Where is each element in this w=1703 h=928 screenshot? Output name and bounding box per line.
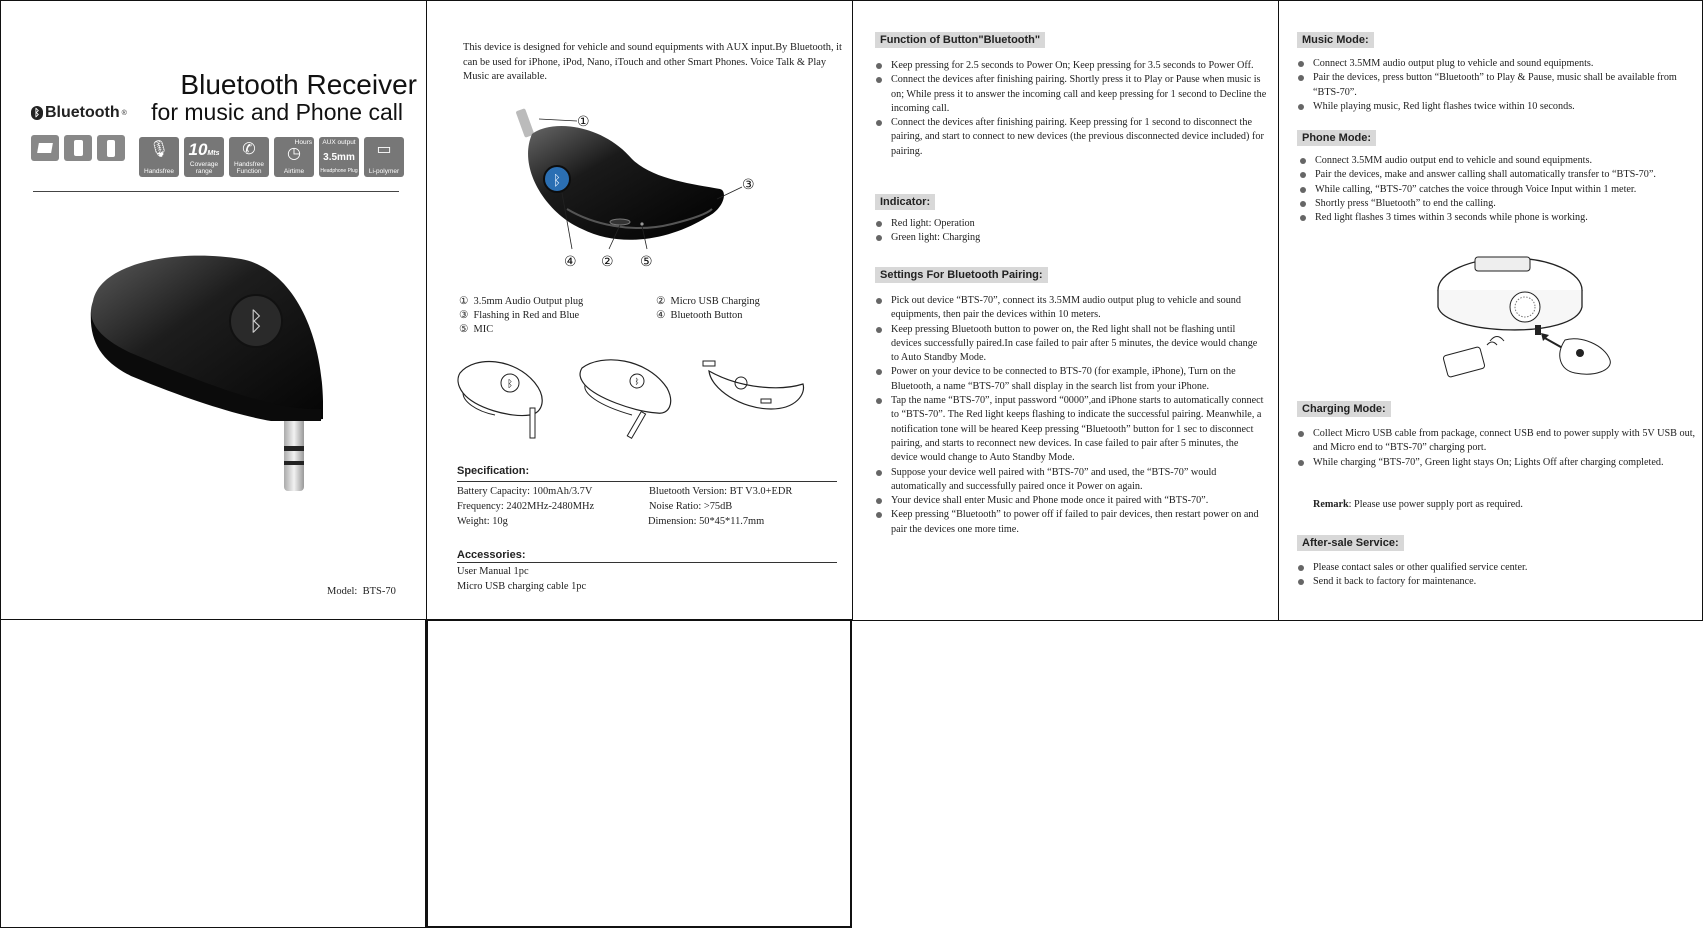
legend-item: ③ Flashing in Red and Blue [459, 310, 580, 321]
spec-weight: Weight: 10g [457, 516, 508, 527]
feature-handsfree: 🎙 Handsfree [139, 137, 179, 177]
list-item: Power on your device to be connected to BTS-70 (for example, iPhone), Turn on the Bluetooth, a name “BTS-70” shall display in the search list from your iPhone. [875, 365, 1267, 394]
divider [457, 481, 837, 482]
microphone-icon: 🎙 [148, 141, 170, 158]
after-sale-heading: After-sale Service: [1297, 535, 1404, 551]
accessory-item: User Manual 1pc [457, 566, 529, 577]
list-item: Pair the devices, make and answer calling shall automatically transfer to “BTS-70”. [1299, 168, 1699, 182]
pairing-heading: Settings For Bluetooth Pairing: [875, 267, 1048, 283]
bluetooth-brand: ᛒ Bluetooth ® [31, 104, 127, 122]
charging-mode-list [1297, 427, 1697, 470]
intro-text: This device is designed for vehicle and sound equipments with AUX input.By Bluetooth, it can be used for iPhone, iPod, Nano, iTouch and other Smart Phones. Voice Talk & Play Music are available. [463, 42, 842, 82]
mobile-phone-icon [97, 135, 125, 161]
svg-text:ᛒ: ᛒ [552, 173, 562, 189]
pairing-list [875, 294, 1267, 537]
svg-text:ᛒ: ᛒ [634, 377, 640, 386]
feature-aux-output: AUX output 3.5mm Headphone Plug [319, 137, 359, 177]
phone-icon: ✆ [242, 141, 256, 158]
spec-bluetooth: Bluetooth Version: BT V3.0+EDR [649, 486, 793, 497]
blank-panel-left [0, 619, 426, 928]
list-item: Connect 3.5MM audio output end to vehicle and sound equipments. [1299, 154, 1699, 168]
callout-2: ② [601, 254, 614, 270]
list-item: Connect the devices after finishing pairing. Keep pressing for 1 second to disconnect the pairing, and start to connect to new devices (the previous disconnected device included) for pairing. [875, 116, 1267, 159]
music-mode-list [1297, 57, 1697, 114]
sketch-bottom [701, 359, 811, 429]
sketch-front [455, 353, 555, 443]
battery-icon: ▭ [376, 141, 392, 158]
ipod-icon [64, 135, 92, 161]
laptop-icon [31, 135, 59, 161]
list-item: Red light flashes 3 times within 3 seconds while phone is working. [1299, 211, 1699, 225]
feature-battery: ▭ Li-polymer [364, 137, 404, 177]
legend-item: ② Micro USB Charging [656, 296, 760, 307]
list-item: Pair the devices, press button “Bluetooth” to Play & Pause, music shall be available from “BTS-70”. [1297, 71, 1697, 100]
callout-4: ④ [564, 254, 577, 270]
cover-subtitle: for music and Phone call [151, 99, 403, 125]
callout-5: ⑤ [640, 254, 653, 270]
phone-mode-list [1299, 154, 1699, 225]
list-item: Pick out device “BTS-70”, connect its 3.5MM audio output plug to vehicle and sound equipments, then pair the devices within 10 meters. [875, 294, 1267, 323]
callout-3: ③ [742, 177, 755, 193]
remark-text: Remark: Please use power supply port as required. [1313, 499, 1523, 510]
button-function-heading: Function of Button"Bluetooth" [875, 32, 1045, 48]
indicator-list [875, 217, 1267, 246]
product-photo [71, 241, 341, 521]
list-item: Keep pressing Bluetooth button to power on, the Red light shall not be flashing until devices successfully paired.In case failed to pair after 5 minutes, the device would change to Auto Standby Mode. [875, 323, 1267, 366]
feature-coverage: 10Mts Coverage range [184, 137, 224, 177]
list-item: Green light: Charging [875, 231, 1267, 245]
legend-item: ⑤ MIC [459, 324, 494, 335]
feature-badges [139, 137, 404, 177]
divider [33, 191, 399, 192]
list-item: Collect Micro USB cable from package, connect USB end to power supply with 5V USB out, and Micro end to “BTS-70” charging port. [1297, 427, 1697, 456]
list-item: While charging “BTS-70”, Green light stays On; Lights Off after charging completed. [1297, 456, 1697, 470]
modes-panel [1278, 0, 1703, 621]
legend-item: ① 3.5mm Audio Output plug [459, 296, 584, 307]
divider [457, 562, 837, 563]
functions-panel [852, 0, 1280, 621]
list-item: While playing music, Red light flashes twice within 10 seconds. [1297, 100, 1697, 114]
svg-text:ᛒ: ᛒ [248, 307, 264, 337]
list-item: Send it back to factory for maintenance. [1297, 575, 1697, 589]
spec-noise: Noise Ratio: >75dB [649, 501, 733, 512]
bluetooth-icon: ᛒ [31, 106, 43, 120]
spec-battery: Battery Capacity: 100mAh/3.7V [457, 486, 593, 497]
button-function-list [875, 59, 1267, 159]
list-item: Tap the name “BTS-70”, input password “0000”,and iPhone starts to automatically connect to “BTS-70”. The Red light keeps flashing to indicate the successful pairing. Meanwhile, a notification tone will be heared Keep pressing “Bluetooth” button for 1 sec to disconnect pairing, and starts to reconnect new devices. In case failed to pair after 5 minutes, the device would change to Auto Standby Mode. [875, 394, 1267, 465]
callout-1: ① [577, 114, 590, 130]
svg-text:ᛒ: ᛒ [507, 379, 513, 390]
device-icons [31, 135, 125, 161]
accessory-item: Micro USB charging cable 1pc [457, 581, 587, 592]
list-item: While calling, “BTS-70” catches the voice through Voice Input within 1 meter. [1299, 183, 1699, 197]
feature-handsfree-function: ✆ Handsfree Function [229, 137, 269, 177]
list-item: Connect the devices after finishing pairing. Shortly press it to Play or Pause when music is on; While press it to answer the incoming call and keep pressing for 1 second to Decline the incoming call. [875, 73, 1267, 116]
sketch-side [577, 353, 687, 443]
feature-airtime: Hours ◷ Airtime [274, 137, 314, 177]
list-item: Shortly press “Bluetooth” to end the calling. [1299, 197, 1699, 211]
spec-dimension: Dimension: 50*45*11.7mm [648, 516, 765, 527]
brand-text: Bluetooth [45, 104, 120, 121]
blank-panel-right [426, 619, 852, 928]
clock-icon: ◷ [287, 145, 301, 162]
product-panel [426, 0, 854, 621]
specification-heading: Specification: [457, 465, 530, 477]
after-sale-list [1297, 561, 1697, 590]
speaker-illustration [1415, 245, 1615, 385]
list-item: Keep pressing “Bluetooth” to power off if failed to pair devices, then restart power on and pair the devices one more time. [875, 508, 1267, 537]
charging-mode-heading: Charging Mode: [1297, 401, 1391, 417]
list-item: Please contact sales or other qualified service center. [1297, 561, 1697, 575]
list-item: Connect 3.5MM audio output plug to vehicle and sound equipments. [1297, 57, 1697, 71]
accessories-heading: Accessories: [457, 549, 526, 561]
music-mode-heading: Music Mode: [1297, 32, 1374, 48]
model-number: Model: BTS-70 [327, 586, 396, 597]
list-item: Keep pressing for 2.5 seconds to Power On; Keep pressing for 3.5 seconds to Power Off. [875, 59, 1267, 73]
indicator-heading: Indicator: [875, 194, 935, 210]
spec-frequency: Frequency: 2402MHz-2480MHz [457, 501, 595, 512]
cover-panel [0, 0, 428, 621]
cover-title: Bluetooth Receiver [180, 69, 417, 100]
list-item: Your device shall enter Music and Phone mode once it paired with “BTS-70”. [875, 494, 1267, 508]
product-diagram [492, 99, 792, 279]
list-item: Suppose your device well paired with “BTS-70” and used, the “BTS-70” would automatically and successfully paired once it Power on again. [875, 466, 1267, 495]
legend-item: ④ Bluetooth Button [656, 310, 743, 321]
list-item: Red light: Operation [875, 217, 1267, 231]
phone-mode-heading: Phone Mode: [1297, 130, 1376, 146]
